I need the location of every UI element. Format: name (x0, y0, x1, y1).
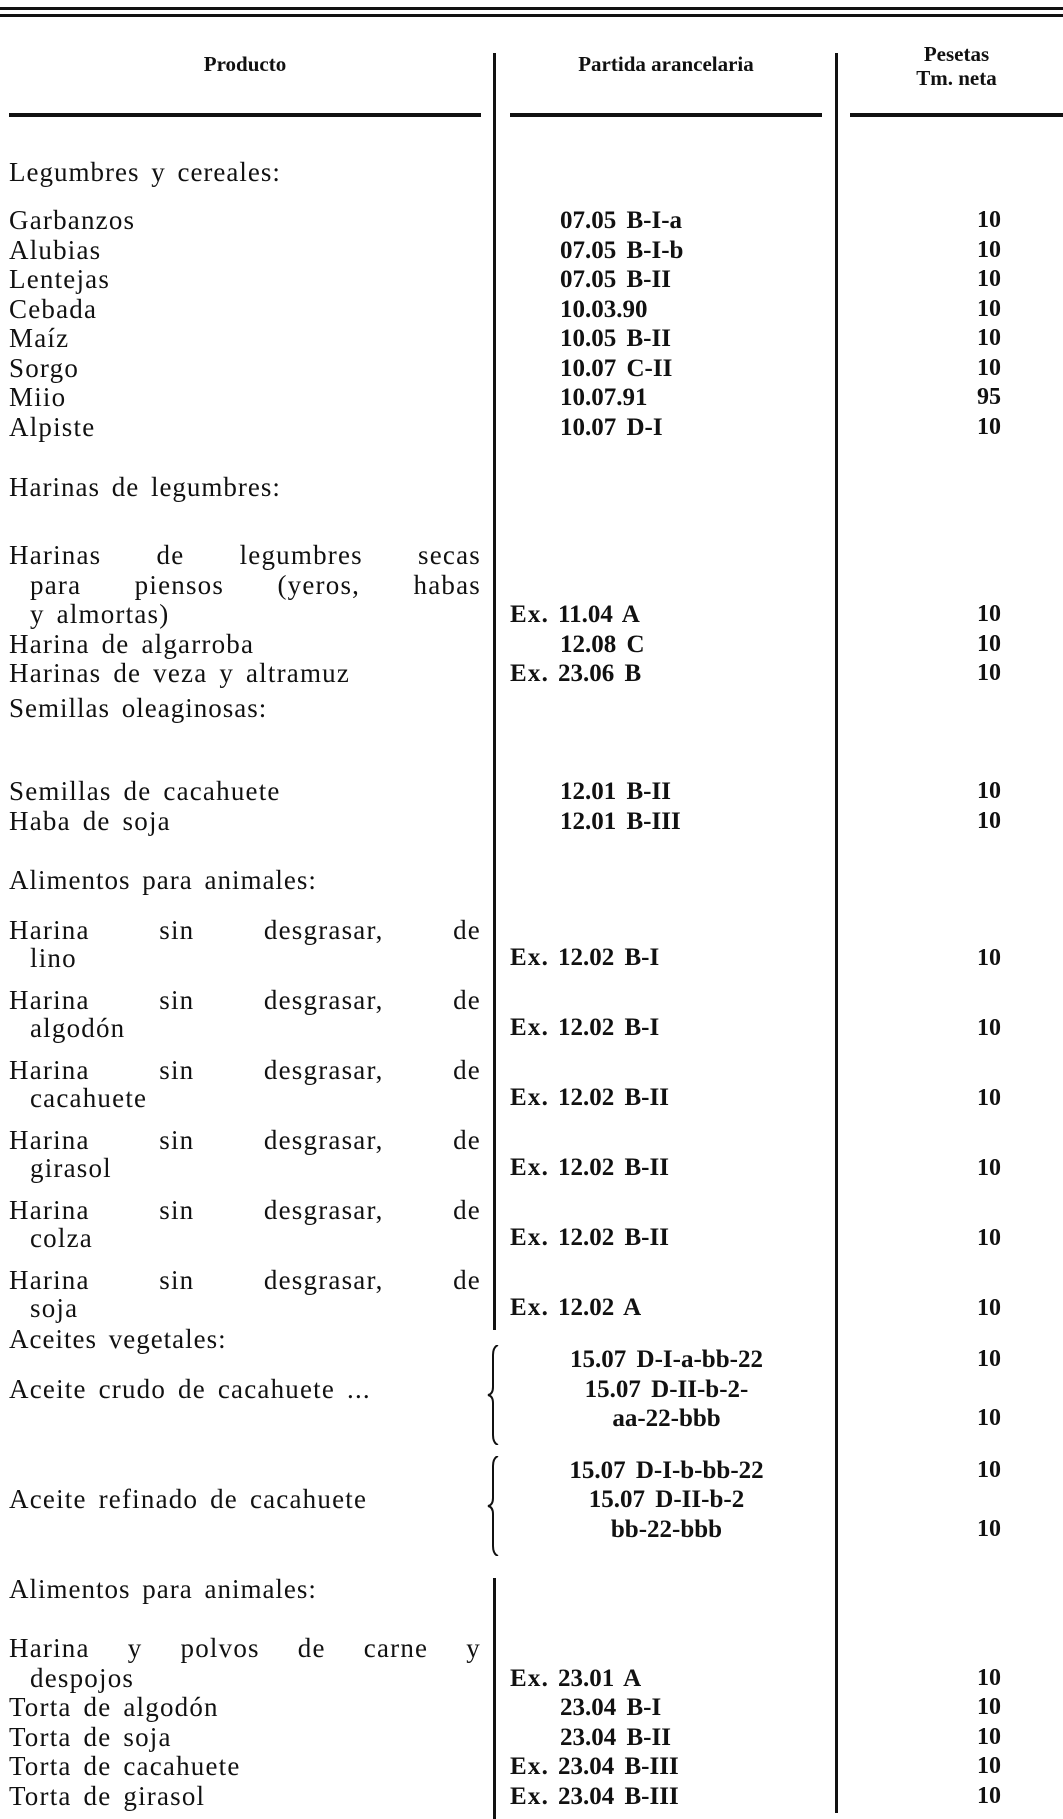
row-line (0, 1723, 1063, 1753)
row-line (0, 383, 1063, 413)
ex-prefix: Ex. (510, 1753, 550, 1780)
tariff-code: bb-22-bbb (610, 1515, 723, 1543)
section (0, 157, 1063, 442)
product-name (9, 916, 481, 944)
product-name-text: Semillas de cacahuete (9, 776, 281, 806)
product-name-text: Haba de soja (9, 805, 171, 836)
table-row (0, 1782, 1063, 1812)
section-title: Semillas oleaginosas: (9, 693, 268, 723)
product-name (9, 383, 481, 413)
product-name-text: Torta de girasol (9, 1780, 206, 1811)
ex-prefix: Ex. (510, 1154, 550, 1181)
product-name-text: Harina sin desgrasar, de (9, 1125, 481, 1155)
product-name (30, 1014, 481, 1042)
row-line (0, 1224, 1063, 1252)
pesetas-value: 10 (977, 266, 1001, 292)
table-row (0, 1196, 1063, 1252)
pesetas-value: 10 (977, 1515, 1001, 1542)
table-row-braced (0, 1345, 1063, 1434)
table-row (0, 236, 1063, 266)
tariff-code: 10.03.90 (560, 295, 648, 323)
pesetas-value: 10 (977, 1295, 1001, 1321)
row-line (0, 777, 1063, 807)
ex-prefix: Ex. (510, 601, 550, 628)
tariff-code: aa-22-bbb (612, 1405, 721, 1432)
table-row (0, 807, 1063, 837)
product-name-text: Miio (9, 382, 67, 412)
row-line (0, 1752, 1063, 1782)
section (0, 693, 1063, 836)
section-title: Legumbres y cereales: (9, 157, 281, 187)
tariff-code: 11.04 A (558, 601, 640, 628)
top-rule-2 (0, 14, 1063, 17)
row-line (0, 354, 1063, 384)
product-name-text: soja (30, 1293, 79, 1323)
section-title: Alimentos para animales: (9, 1574, 317, 1604)
pesetas-value: 10 (977, 1782, 1001, 1809)
section (0, 865, 1063, 1336)
row-line (0, 1014, 1063, 1042)
product-name-text: Cebada (9, 293, 98, 324)
product-name (9, 206, 481, 236)
table-row (0, 354, 1063, 384)
row-line (0, 1154, 1063, 1182)
pesetas-value: 10 (977, 1405, 1001, 1431)
pesetas-value: 10 (977, 354, 1001, 381)
row-line (0, 265, 1063, 295)
tariff-code: 07.05 B-I-a (560, 207, 683, 234)
product-name-text: para piensos (yeros, habas (30, 569, 481, 600)
tariff-code: 10.05 B-II (560, 325, 671, 352)
ex-prefix: Ex. (510, 1224, 550, 1251)
product-name-text: Harina sin desgrasar, de (9, 1055, 481, 1085)
table-row (0, 413, 1063, 443)
row-line (0, 1056, 1063, 1084)
header-pesetas-2: Tm. neta (916, 66, 997, 90)
tariff-code: 07.05 B-I-b (560, 236, 684, 264)
table-row (0, 1056, 1063, 1112)
table-row (0, 659, 1063, 689)
ex-prefix: Ex. (510, 1294, 550, 1321)
product-name: Aceite crudo de cacahuete ... (9, 1373, 371, 1404)
row-line (0, 1375, 1063, 1405)
product-name (9, 1693, 481, 1723)
section-title: Alimentos para animales: (9, 865, 317, 895)
row-line (0, 807, 1063, 837)
product-name-text: Maíz (9, 323, 70, 353)
pesetas-value: 10 (977, 1346, 1001, 1372)
product-name (9, 295, 481, 325)
pesetas-value: 10 (977, 1085, 1001, 1111)
table-row (0, 630, 1063, 660)
tariff-code: 10.07.91 (560, 384, 648, 411)
row-line (0, 295, 1063, 325)
product-name: Aceite refinado de cacahuete (9, 1484, 368, 1515)
product-name (9, 1634, 481, 1664)
tariff-code: 15.07 D-II-b-2 (588, 1486, 745, 1513)
ex-prefix: Ex. (510, 1664, 550, 1692)
tariff-code: 15.07 D-I-a-bb-22 (570, 1346, 763, 1373)
tariff-code: 07.05 B-II (560, 266, 671, 293)
tariff-code: 10.07 C-II (560, 354, 673, 382)
product-name-text: colza (30, 1223, 93, 1253)
row-line (0, 1515, 1063, 1545)
product-name-text: Harinas de legumbres secas (9, 540, 481, 570)
tariff-code: 23.04 B-I (560, 1694, 662, 1721)
row-line (0, 659, 1063, 689)
section-items (0, 916, 1063, 1322)
tariff-code: 12.02 B-I (558, 944, 660, 971)
table-row (0, 1126, 1063, 1182)
product-name-text: cacahuete (30, 1083, 148, 1113)
section-items (0, 777, 1063, 836)
product-name (30, 1664, 481, 1694)
product-name (9, 324, 481, 354)
row-line (0, 1664, 1063, 1694)
product-name-text: Harina y polvos de carne y (9, 1633, 481, 1663)
section (0, 1324, 1063, 1566)
ex-prefix: Ex. (510, 1084, 550, 1111)
product-name (30, 1224, 481, 1252)
table-row (0, 1723, 1063, 1753)
section (0, 472, 1063, 689)
product-name (9, 1056, 481, 1084)
tariff-code: 23.06 B (558, 660, 642, 687)
header-pesetas-1: Pesetas (923, 42, 990, 66)
product-name (30, 1084, 481, 1112)
pesetas-value: 10 (977, 945, 1001, 971)
row-line (0, 600, 1063, 630)
row-line (0, 541, 1063, 571)
table-row (0, 206, 1063, 236)
product-name-text: Harina sin desgrasar, de (9, 1195, 481, 1225)
product-name (9, 265, 481, 295)
row-line (0, 413, 1063, 443)
product-name (9, 630, 481, 660)
row-line (0, 1485, 1063, 1515)
tariff-code: 23.04 B-III (558, 1782, 679, 1810)
row-line (0, 1782, 1063, 1812)
header-rule-partida (510, 113, 822, 117)
tariff-code: 15.07 D-I-b-bb-22 (569, 1456, 764, 1484)
pesetas-value: 10 (977, 807, 1001, 834)
tariff-code: 12.02 B-II (558, 1154, 669, 1181)
pesetas-value: 10 (977, 325, 1001, 351)
row-line (0, 206, 1063, 236)
product-name-text: girasol (30, 1153, 112, 1183)
row-line (0, 1196, 1063, 1224)
section-items (0, 1634, 1063, 1811)
product-name (9, 1126, 481, 1154)
product-name-text: lino (30, 943, 77, 973)
table-row (0, 777, 1063, 807)
table-row (0, 541, 1063, 630)
table-row-braced (0, 1456, 1063, 1545)
product-name-text: Harina sin desgrasar, de (9, 985, 481, 1015)
product-name (9, 541, 481, 571)
product-name-text: Sorgo (9, 352, 80, 383)
ex-prefix: Ex. (510, 944, 550, 971)
pesetas-value: 10 (977, 660, 1001, 686)
tariff-code: 23.04 B-II (560, 1723, 671, 1751)
tariff-code: 12.02 B-I (558, 1014, 660, 1041)
product-name (30, 1294, 481, 1322)
product-name (9, 354, 481, 384)
table-row (0, 295, 1063, 325)
row-line (0, 236, 1063, 266)
tariff-code: 12.02 B-II (558, 1224, 669, 1251)
table-row (0, 265, 1063, 295)
pesetas-value: 10 (977, 1694, 1001, 1720)
table-row (0, 383, 1063, 413)
product-name (9, 1723, 481, 1753)
product-name (9, 1196, 481, 1224)
product-name (9, 986, 481, 1014)
table-row (0, 916, 1063, 972)
product-name-text: despojos (30, 1662, 135, 1693)
product-name-text: Harina de algarroba (9, 628, 255, 659)
product-name-text: Harina sin desgrasar, de (9, 1265, 481, 1295)
product-name-text: Torta de algodón (9, 1692, 219, 1722)
product-name-text: Harina sin desgrasar, de (9, 915, 481, 945)
product-name-text: Lentejas (9, 264, 111, 294)
product-name-text: Alpiste (9, 411, 96, 442)
row-line (0, 1693, 1063, 1723)
row-line (0, 1084, 1063, 1112)
table-row (0, 1693, 1063, 1723)
section-title: Harinas de legumbres: (9, 472, 281, 502)
tariff-code: 12.01 B-III (560, 807, 681, 835)
row-line (0, 324, 1063, 354)
top-rule-1 (0, 7, 1063, 10)
pesetas-value: 10 (977, 1456, 1001, 1483)
row-line (0, 1456, 1063, 1486)
product-name (9, 777, 481, 807)
section-items (0, 541, 1063, 689)
header-producto: Producto (203, 52, 287, 76)
tariff-code: 10.07 D-I (560, 413, 663, 441)
product-name-text: Garbanzos (9, 205, 136, 235)
pesetas-value: 10 (977, 778, 1001, 804)
pesetas-value: 10 (977, 1225, 1001, 1251)
row-line (0, 944, 1063, 972)
ex-prefix: Ex. (510, 1014, 550, 1041)
product-name-text: Alubias (9, 234, 102, 265)
pesetas-value: 10 (977, 1155, 1001, 1181)
product-name-text: Torta de soja (9, 1721, 172, 1752)
ex-prefix: Ex. (510, 660, 550, 687)
tariff-code: 12.02 A (558, 1294, 642, 1321)
tariff-code: 15.07 D-II-b-2- (584, 1375, 749, 1403)
pesetas-value: 10 (977, 601, 1001, 627)
product-name (9, 1266, 481, 1294)
table-row (0, 1266, 1063, 1322)
row-line (0, 1126, 1063, 1154)
tariff-code: 12.08 C (560, 630, 645, 658)
pesetas-value: 95 (977, 384, 1001, 410)
section-items (0, 206, 1063, 442)
section-title: Aceites vegetales: (9, 1324, 227, 1354)
product-name (30, 1154, 481, 1182)
product-name-text: y almortas) (30, 599, 170, 629)
ex-prefix: Ex. (510, 1782, 550, 1810)
row-line (0, 916, 1063, 944)
section-items (0, 1345, 1063, 1544)
pesetas-value: 10 (977, 1664, 1001, 1691)
pesetas-value: 10 (977, 1753, 1001, 1779)
pesetas-value: 10 (977, 207, 1001, 233)
row-line (0, 571, 1063, 601)
row-line (0, 986, 1063, 1014)
pesetas-value: 10 (977, 1015, 1001, 1041)
header-rule-pesetas (850, 113, 1063, 117)
product-name (9, 659, 481, 689)
product-name (30, 571, 481, 601)
row-line (0, 1294, 1063, 1322)
pesetas-value: 10 (977, 236, 1001, 263)
table-row (0, 986, 1063, 1042)
product-name-text: algodón (30, 1013, 126, 1043)
row-line (0, 1345, 1063, 1375)
pesetas-value: 10 (977, 413, 1001, 440)
row-line (0, 1266, 1063, 1294)
product-name (9, 807, 481, 837)
table-row (0, 1752, 1063, 1782)
tariff-code: 12.01 B-II (560, 778, 671, 805)
product-name (9, 1752, 481, 1782)
product-name (30, 944, 481, 972)
tariff-code: 12.02 B-II (558, 1084, 669, 1111)
product-name-text: Harinas de veza y altramuz (9, 658, 351, 688)
pesetas-value: 10 (977, 1723, 1001, 1750)
pesetas-value: 10 (977, 630, 1001, 657)
pesetas-value: 10 (977, 295, 1001, 322)
tariff-code: 23.01 A (558, 1664, 642, 1692)
product-name (30, 600, 481, 630)
row-line (0, 630, 1063, 660)
row-line (0, 1634, 1063, 1664)
product-name (9, 1782, 481, 1812)
header-rule-producto (9, 113, 481, 117)
product-name (9, 236, 481, 266)
tariff-code: 23.04 B-III (558, 1753, 679, 1780)
table-row (0, 1634, 1063, 1693)
row-line (0, 1404, 1063, 1434)
product-name (9, 413, 481, 443)
product-name-text: Torta de cacahuete (9, 1751, 241, 1781)
section (0, 1574, 1063, 1811)
header-partida: Partida arancelaria (578, 52, 754, 76)
table-row (0, 324, 1063, 354)
